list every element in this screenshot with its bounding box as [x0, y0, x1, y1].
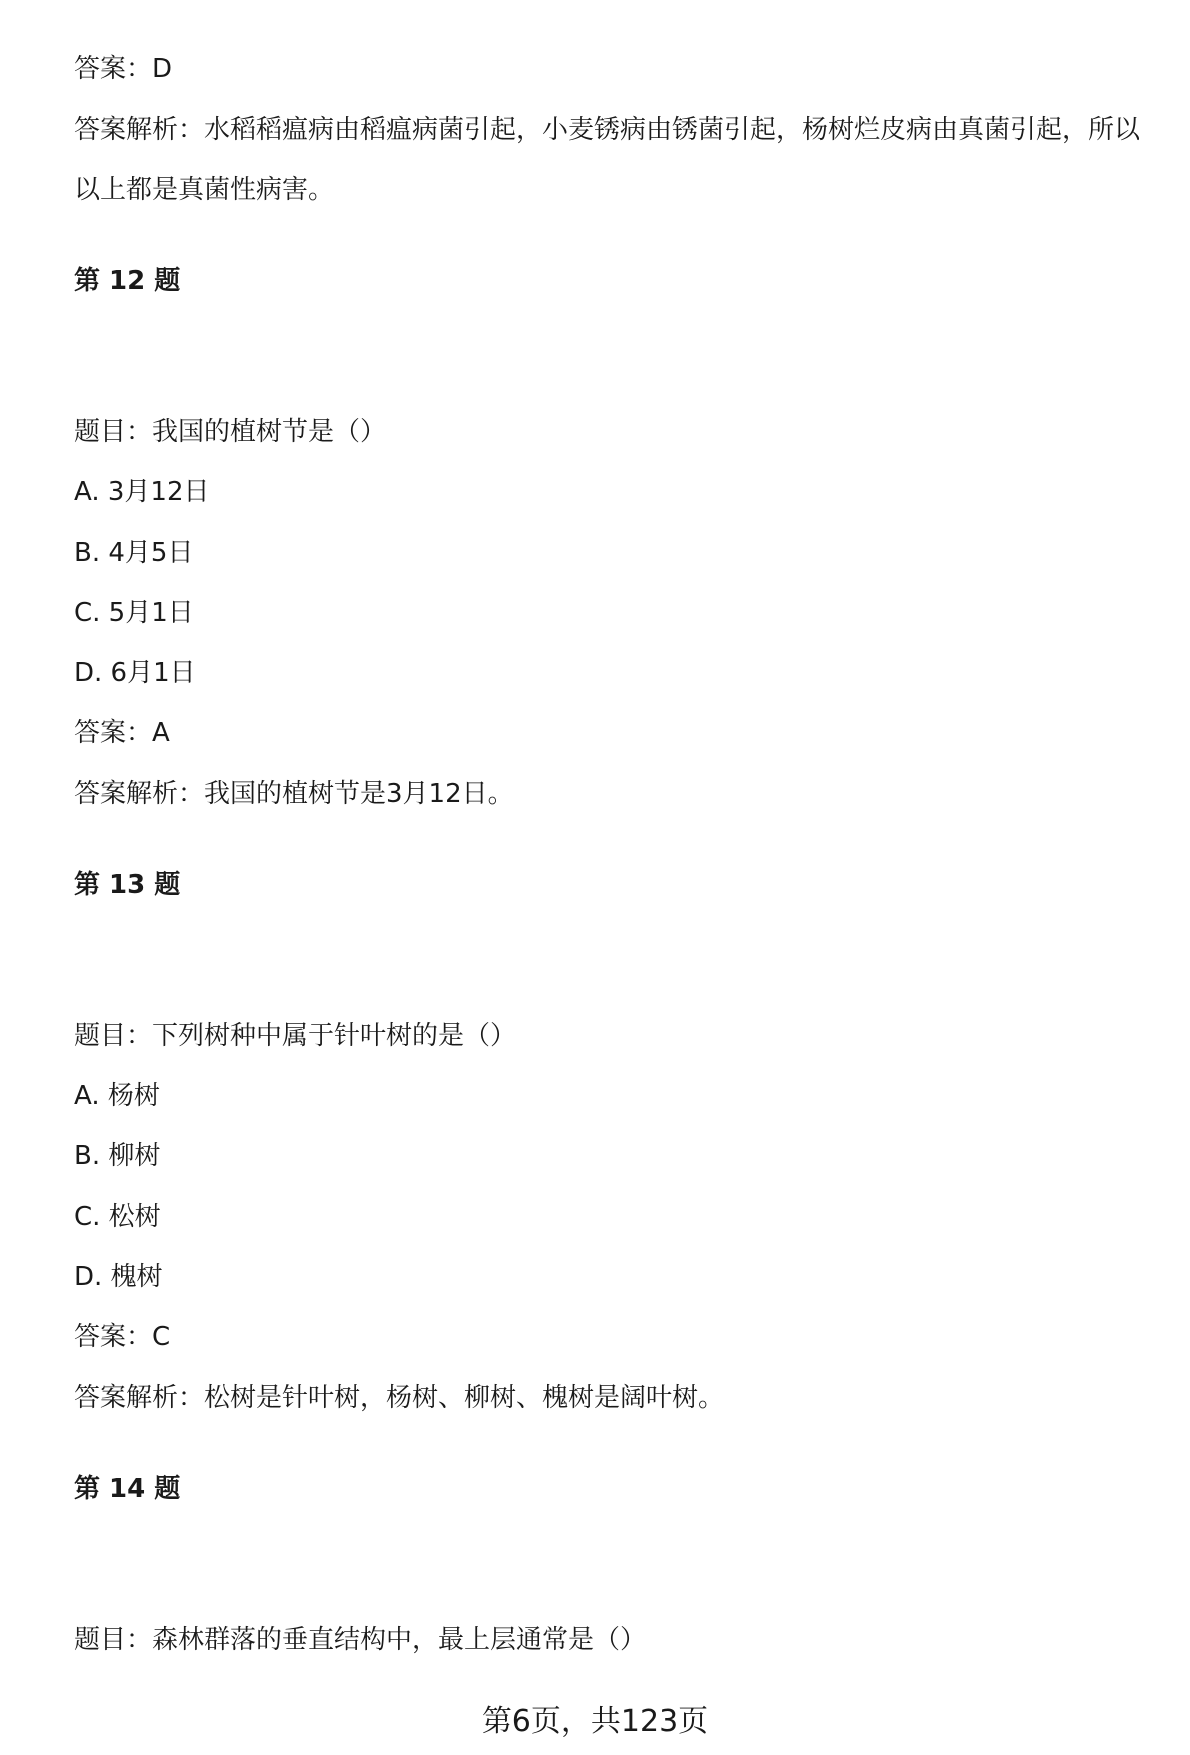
- q13-option-c: C. 松树: [74, 1202, 161, 1232]
- q11-answer: 答案：D: [74, 54, 173, 84]
- q12-option-d: D. 6月1日: [74, 658, 196, 688]
- q13-option-a: A. 杨树: [74, 1081, 160, 1111]
- q12-heading: 第 12 题: [74, 266, 181, 296]
- q13-question: 题目：下列树种中属于针叶树的是（）: [74, 1021, 517, 1051]
- q12-option-b: B. 4月5日: [74, 538, 194, 568]
- q12-explanation: 答案解析：我国的植树节是3月12日。: [74, 779, 514, 809]
- q12-answer: 答案：A: [74, 718, 170, 748]
- q13-option-d: D. 槐树: [74, 1262, 163, 1292]
- q12-option-c: C. 5月1日: [74, 598, 194, 628]
- q14-heading: 第 14 题: [74, 1474, 181, 1504]
- q14-question: 题目：森林群落的垂直结构中，最上层通常是（）: [74, 1625, 647, 1655]
- q12-option-a: A. 3月12日: [74, 477, 210, 507]
- q13-heading: 第 13 题: [74, 870, 181, 900]
- q13-answer: 答案：C: [74, 1322, 171, 1352]
- q12-question: 题目：我国的植树节是（）: [74, 417, 387, 447]
- q11-explanation: 答案解析：水稻稻瘟病由稻瘟病菌引起，小麦锈病由锈菌引起，杨树烂皮病由真菌引起，所以以上都是真菌性病害。: [74, 115, 1141, 205]
- q13-explanation: 答案解析：松树是针叶树，杨树、柳树、槐树是阔叶树。: [74, 1383, 725, 1413]
- page-number: 第6页，共123页: [481, 1704, 709, 1739]
- q13-option-b: B. 柳树: [74, 1141, 161, 1171]
